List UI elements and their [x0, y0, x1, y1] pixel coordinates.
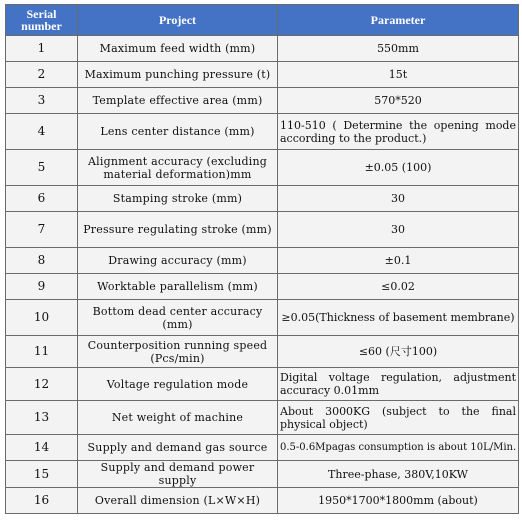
- parameter-cell: Digital voltage regulation, adjustment accuracy 0.01mm: [278, 368, 519, 401]
- table-row: [6, 300, 519, 336]
- serial-cell: 5: [6, 150, 78, 186]
- table-row: [6, 435, 519, 461]
- project-cell: Template effective area (mm): [78, 88, 278, 114]
- serial-cell: 11: [6, 336, 78, 368]
- serial-cell: 2: [6, 62, 78, 88]
- table-row: [6, 150, 519, 186]
- parameter-cell: ≤0.02: [278, 274, 519, 300]
- project-cell: Counterposition running speed (Pcs/min): [78, 336, 278, 368]
- project-cell: Lens center distance (mm): [78, 114, 278, 150]
- project-cell: Voltage regulation mode: [78, 368, 278, 401]
- serial-cell: 1: [6, 36, 78, 62]
- table-row: [6, 248, 519, 274]
- table-row: [6, 88, 519, 114]
- project-cell: Worktable parallelism (mm): [78, 274, 278, 300]
- serial-cell: 12: [6, 368, 78, 401]
- table-row: [6, 461, 519, 488]
- project-cell: Drawing accuracy (mm): [78, 248, 278, 274]
- project-cell: Maximum punching pressure (t): [78, 62, 278, 88]
- table-row: [6, 368, 519, 401]
- parameter-cell: ±0.05 (100): [278, 150, 519, 186]
- project-cell: Net weight of machine: [78, 401, 278, 435]
- parameter-cell: 15t: [278, 62, 519, 88]
- table-row: [6, 336, 519, 368]
- table-row: [6, 36, 519, 62]
- header-parameter: Parameter: [278, 5, 519, 36]
- table-header-row: [6, 5, 519, 36]
- project-cell: Bottom dead center accuracy (mm): [78, 300, 278, 336]
- serial-cell: 9: [6, 274, 78, 300]
- parameter-cell: 30: [278, 212, 519, 248]
- serial-cell: 16: [6, 488, 78, 514]
- parameter-cell: ±0.1: [278, 248, 519, 274]
- parameter-cell: About 3000KG (subject to the final physical object): [278, 401, 519, 435]
- parameter-cell: 1950*1700*1800mm (about): [278, 488, 519, 514]
- table-row: [6, 186, 519, 212]
- serial-cell: 14: [6, 435, 78, 461]
- header-serial-label: Serial number: [21, 7, 62, 33]
- project-cell: Stamping stroke (mm): [78, 186, 278, 212]
- parameter-cell: 570*520: [278, 88, 519, 114]
- parameter-cell: Three-phase, 380V,10KW: [278, 461, 519, 488]
- serial-cell: 3: [6, 88, 78, 114]
- specification-table: [5, 4, 519, 514]
- table-row: [6, 274, 519, 300]
- parameter-cell: ≥0.05(Thickness of basement membrane): [278, 300, 519, 336]
- serial-cell: 15: [6, 461, 78, 488]
- serial-cell: 13: [6, 401, 78, 435]
- project-cell: Maximum feed width (mm): [78, 36, 278, 62]
- parameter-cell: 550mm: [278, 36, 519, 62]
- serial-cell: 8: [6, 248, 78, 274]
- table-row: [6, 114, 519, 150]
- parameter-cell: 30: [278, 186, 519, 212]
- project-cell: Overall dimension (L×W×H): [78, 488, 278, 514]
- serial-cell: 6: [6, 186, 78, 212]
- project-cell: Pressure regulating stroke (mm): [78, 212, 278, 248]
- serial-cell: 10: [6, 300, 78, 336]
- serial-cell: 4: [6, 114, 78, 150]
- table-row: [6, 62, 519, 88]
- project-cell: Supply and demand power supply: [78, 461, 278, 488]
- table-row: [6, 401, 519, 435]
- project-cell: Alignment accuracy (excluding material deformation)mm: [78, 150, 278, 186]
- parameter-cell: 110-510 ( Determine the opening mode according to the product.): [278, 114, 519, 150]
- serial-cell: 7: [6, 212, 78, 248]
- table-row: [6, 488, 519, 514]
- parameter-cell: 0.5-0.6Mpagas consumption is about 10L/Min.: [278, 435, 519, 461]
- parameter-cell: ≤60 (尺寸100): [278, 336, 519, 368]
- header-serial-number: [6, 5, 78, 36]
- spec-table-container: [5, 4, 519, 514]
- project-cell: Supply and demand gas source: [78, 435, 278, 461]
- table-row: [6, 212, 519, 248]
- header-project: Project: [78, 5, 278, 36]
